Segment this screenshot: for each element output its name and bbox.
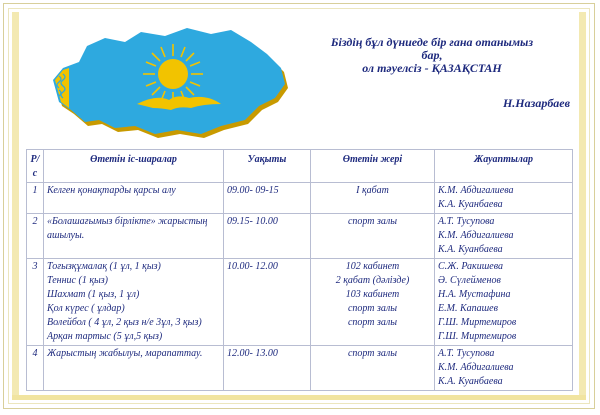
quote-line-1: Біздің бұл дүниеде бір ғана отанымыз <box>330 35 534 49</box>
responsible-line: Г.Ш. Миртемиров <box>438 331 517 342</box>
row-time: 10.00- 12.00 <box>224 259 311 346</box>
row-event <box>44 214 224 259</box>
place-line: спорт залы <box>347 348 398 359</box>
frame-gold-bar-right <box>579 12 586 397</box>
place-line: спорт залы <box>347 216 398 227</box>
header-responsible: Жауаптылар <box>435 150 573 183</box>
header-num: Р/с <box>27 150 44 183</box>
row-event <box>44 346 224 391</box>
table-row <box>27 259 573 346</box>
row-num: 2 <box>27 214 44 259</box>
row-responsible <box>435 259 573 346</box>
responsible-line: К.М. Абдигалиева <box>438 230 514 241</box>
responsible-line: А.Т. Тусупова <box>438 216 495 227</box>
row-responsible <box>435 183 573 214</box>
responsible-line: К.М. Абдигалиева <box>438 362 514 373</box>
place-line: 2 қабат (дәлізде) <box>335 275 410 286</box>
event-line: Шахмат (1 қыз, 1 ұл) <box>47 289 140 300</box>
header-time: Уақыты <box>224 150 311 183</box>
responsible-line: К.А. Куанбаева <box>438 199 503 210</box>
event-line: Қол күрес ( ұлдар) <box>47 303 125 314</box>
row-time: 12.00- 13.00 <box>224 346 311 391</box>
event-line: Жарыстың жабылуы, марапаттау. <box>47 348 203 359</box>
event-line: Келген қонақтарды қарсы алу <box>47 185 176 196</box>
event-line: Волейбол ( 4 ұл, 2 қыз н/е 3ұл, 3 қыз) <box>47 317 202 328</box>
row-num: 4 <box>27 346 44 391</box>
responsible-line: Г.Ш. Миртемиров <box>438 317 517 328</box>
header-place: Өтетін жері <box>311 150 435 183</box>
responsible-line: К.М. Абдигалиева <box>438 185 514 196</box>
table-row <box>27 183 573 214</box>
place-line: 103 кабинет <box>345 289 400 300</box>
responsible-line: К.А. Куанбаева <box>438 376 503 387</box>
row-responsible <box>435 346 573 391</box>
event-line: Арқан тартыс (5 ұл,5 қыз) <box>47 331 163 342</box>
quote-line-3: ол тәуелсіз - ҚАЗАҚСТАН <box>362 61 502 75</box>
place-line: спорт залы <box>347 317 398 328</box>
responsible-line: С.Ж. Ракишева <box>438 261 503 272</box>
event-line: Теннис (1 қыз) <box>47 275 109 286</box>
row-time: 09.15- 10.00 <box>224 214 311 259</box>
row-place <box>311 259 435 346</box>
table-row <box>27 346 573 391</box>
kazakhstan-flag-map-image <box>45 24 290 139</box>
row-time: 09.00- 09-15 <box>224 183 311 214</box>
quote-author: Н.Назарбаев <box>502 96 570 110</box>
row-place <box>311 183 435 214</box>
header-event: Өтетін іс-шаралар <box>44 150 224 183</box>
row-place <box>311 214 435 259</box>
frame-gold-bar-left <box>12 12 19 397</box>
place-line: І қабат <box>356 185 389 196</box>
responsible-line: Е.М. Капашев <box>438 303 498 314</box>
quote-block <box>296 36 568 75</box>
sun-emblem <box>143 44 203 104</box>
row-place <box>311 346 435 391</box>
row-responsible <box>435 214 573 259</box>
place-line: 102 кабинет <box>345 261 400 272</box>
responsible-line: Ә. Сүлейменов <box>438 275 501 286</box>
event-line: Тоғызқұмалақ (1 ұл, 1 қыз) <box>47 261 161 272</box>
row-num: 3 <box>27 259 44 346</box>
event-line: ашылуы. <box>47 230 85 241</box>
responsible-line: А.Т. Тусупова <box>438 348 495 359</box>
quote-line-2: бар, <box>421 48 443 62</box>
schedule-table <box>26 149 573 391</box>
place-line: спорт залы <box>347 303 398 314</box>
table-header-row <box>27 150 573 183</box>
event-line: «Болашағымыз бірлікте» жарыстың <box>47 216 208 227</box>
frame-gold-bar-bottom <box>12 395 586 400</box>
responsible-line: Н.А. Мустафина <box>438 289 511 300</box>
table-row <box>27 214 573 259</box>
row-num: 1 <box>27 183 44 214</box>
row-event <box>44 183 224 214</box>
row-event <box>44 259 224 346</box>
responsible-line: К.А. Куанбаева <box>438 244 503 255</box>
